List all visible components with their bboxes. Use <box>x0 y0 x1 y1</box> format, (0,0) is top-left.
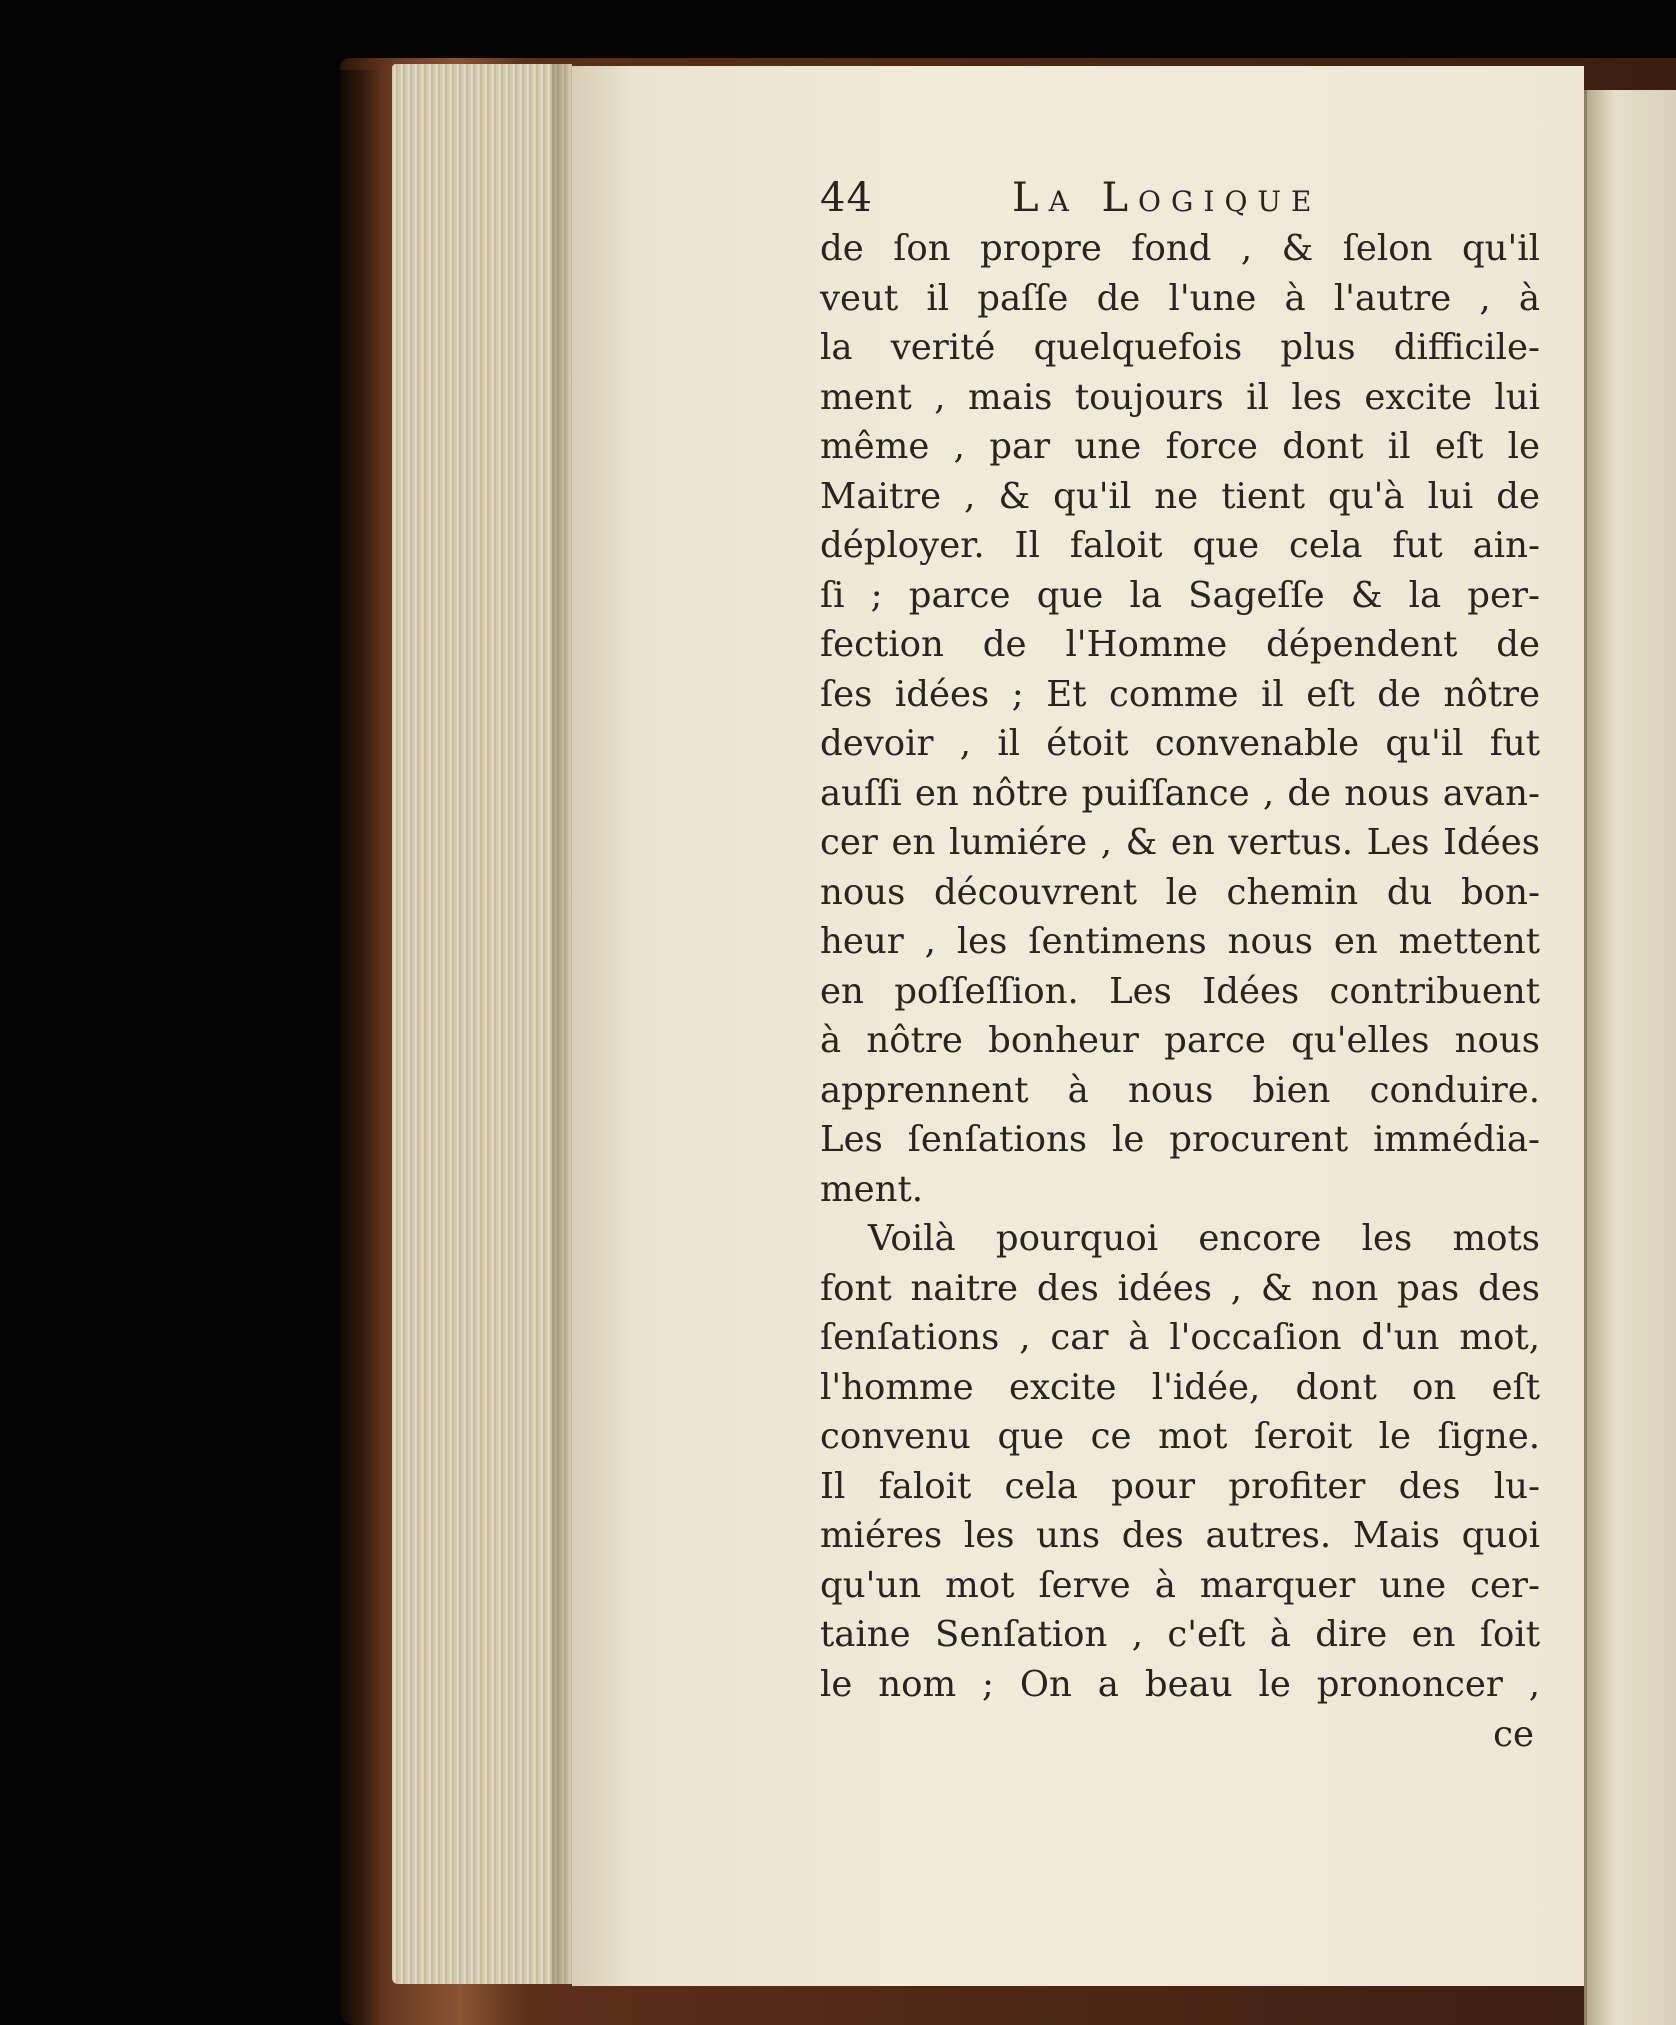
text-block <box>820 172 1540 1761</box>
text-line: heur , les ſentimens nous en mettent <box>820 921 1540 962</box>
text-line: ſes idées ; Et comme il eſt de nôtre <box>820 673 1540 715</box>
text-line: le nom ; On a beau le prononcer , <box>820 1663 1540 1705</box>
text-line: Les ſenſations le procurent immédia- <box>820 1119 1540 1160</box>
text-line: la verité quelquefois plus difficile- <box>820 327 1540 368</box>
facing-page-edge <box>1584 90 1676 2025</box>
running-title: La Logique <box>1012 175 1322 221</box>
page-edges <box>392 64 572 1984</box>
text-line: devoir , il étoit convenable qu'il fut <box>820 723 1540 764</box>
text-line: font naitre des idées , & non pas des <box>820 1267 1540 1309</box>
text-line: l'homme excite l'idée, dont on eſt <box>820 1366 1540 1408</box>
text-line: taine Senſation , c'eſt à dire en ſoit <box>820 1614 1540 1655</box>
text-line: auſſi en nôtre puiſſance , de nous avan- <box>820 772 1540 814</box>
text-line: même , par une force dont il eſt le <box>820 426 1540 467</box>
text-line: ment , mais toujours il les excite lui <box>820 376 1540 418</box>
text-line: à nôtre bonheur parce qu'elles nous <box>820 1020 1540 1061</box>
text-line: Maitre , & qu'il ne tient qu'à lui de <box>820 475 1540 517</box>
text-line: miéres les uns des autres. Mais quoi <box>820 1515 1540 1556</box>
text-line: ſi ; parce que la Sageſſe & la per- <box>820 574 1540 616</box>
text-line: fection de l'Homme dépendent de <box>820 624 1540 665</box>
text-line: cer en lumiére , & en vertus. Les Idées <box>820 822 1540 863</box>
text-line: ment. <box>820 1168 924 1210</box>
text-line: ſenſations , car à l'occaſion d'un mot, <box>820 1317 1540 1358</box>
text-line: convenu que ce mot ſeroit le ſigne. <box>820 1416 1540 1457</box>
text-line: Il faloit cela pour profiter des lu- <box>820 1465 1540 1507</box>
text-line: nous découvrent le chemin du bon- <box>820 871 1540 913</box>
page-number: 44 <box>820 175 873 221</box>
spine-shadow <box>340 70 380 2025</box>
catchword: ce <box>1493 1714 1534 1755</box>
running-head <box>820 172 1540 224</box>
text-line: en poſſeſſion. Les Idées contribuent <box>820 970 1540 1012</box>
text-line: qu'un mot ſerve à marquer une cer- <box>820 1564 1540 1606</box>
paragraph-start-line: Voilà pourquoi encore les mots <box>868 1218 1540 1259</box>
text-line: apprennent à nous bien conduire. <box>820 1069 1540 1111</box>
text-line: veut il paſſe de l'une à l'autre , à <box>820 277 1540 319</box>
text-line: déployer. Il faloit que cela fut ain- <box>820 525 1540 566</box>
text-line: de ſon propre fond , & ſelon qu'il <box>820 228 1540 269</box>
